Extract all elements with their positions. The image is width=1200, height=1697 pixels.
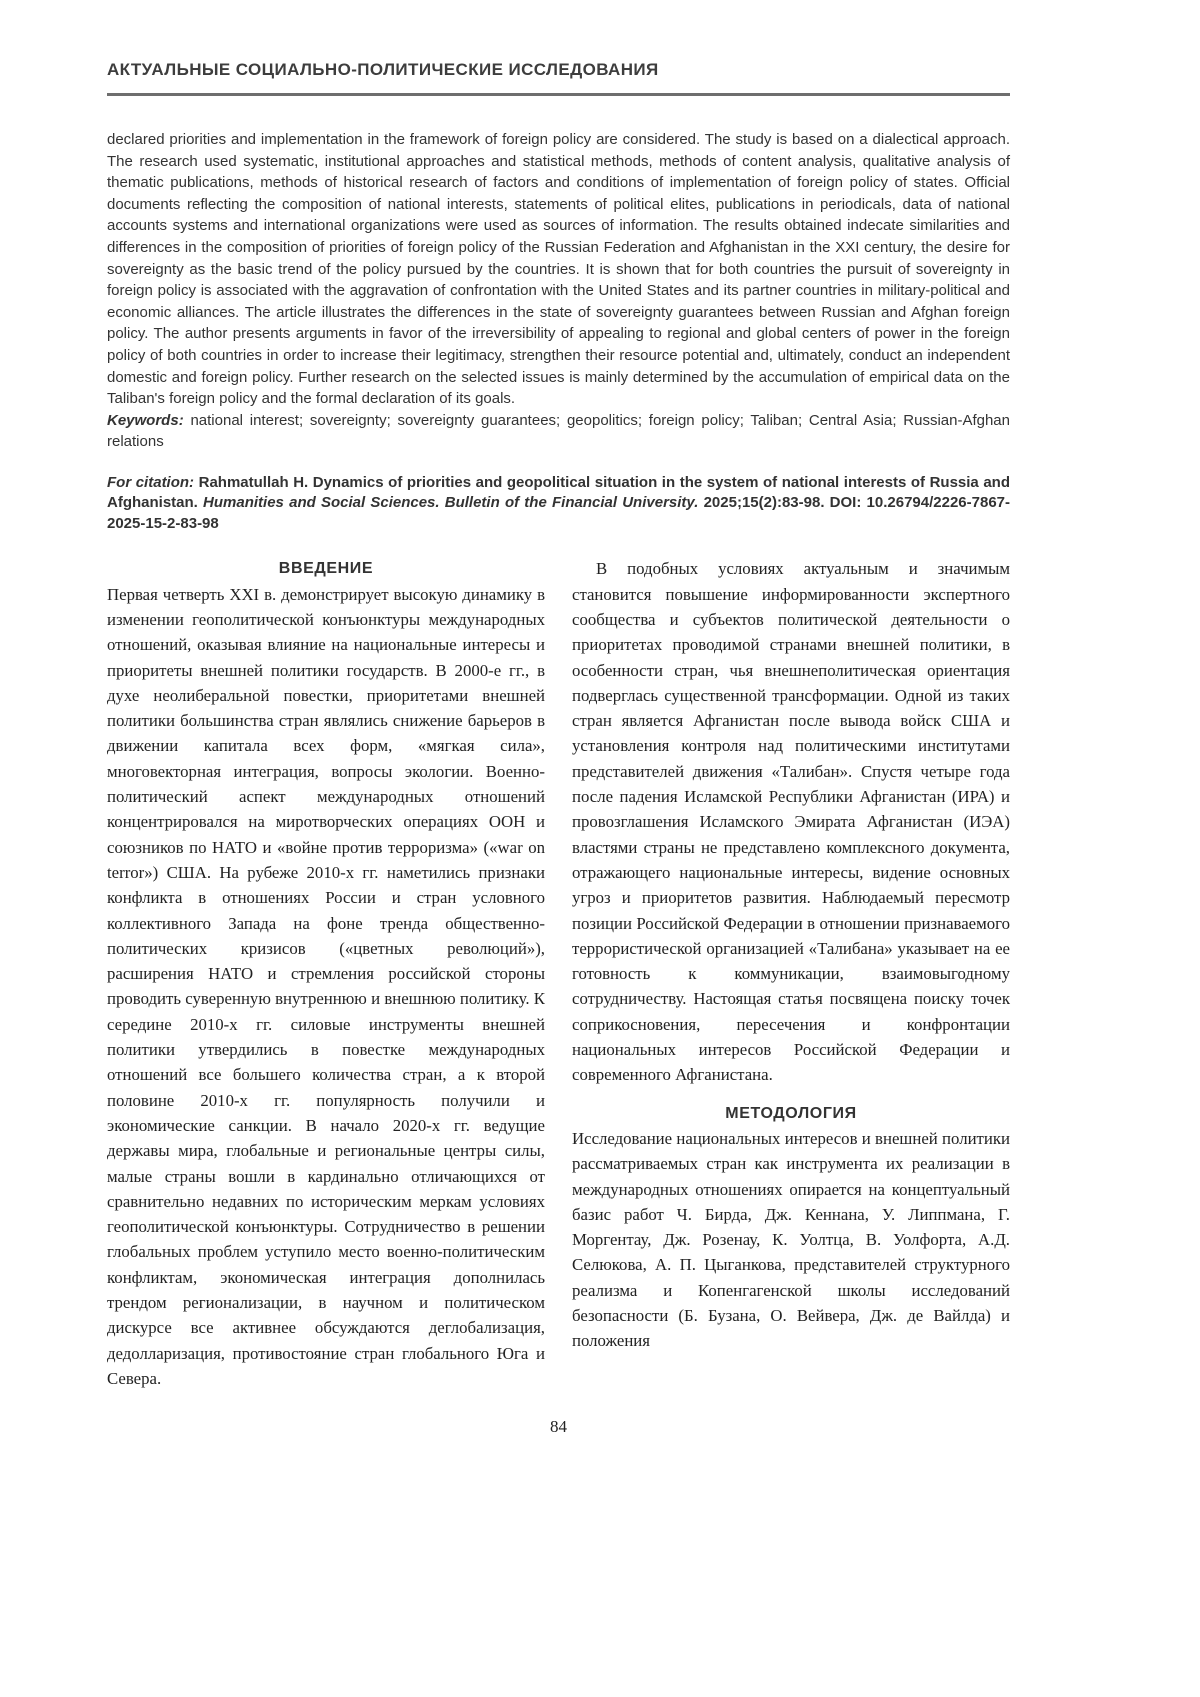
citation-line: [107, 473, 1010, 535]
right-column: [572, 556, 1010, 1391]
keywords-label: Keywords:: [107, 411, 184, 429]
running-head: АКТУАЛЬНЫЕ СОЦИАЛЬНО-ПОЛИТИЧЕСКИЕ ИССЛЕДОВАНИЯ: [107, 60, 659, 79]
left-column: [107, 556, 545, 1391]
page-number: 84: [550, 1417, 567, 1437]
introduction-heading: ВВЕДЕНИЕ: [278, 560, 374, 578]
page-content: [107, 0, 1010, 1437]
citation-journal: Humanities and Social Sciences. Bulletin of the Financial University.: [203, 494, 699, 512]
keywords-text: national interest; sovereignty; sovereignty guarantees; geopolitics; foreign policy; Taliban; Central Asia; Russian-Afghan relations: [107, 411, 1010, 451]
abstract-section: [107, 129, 1010, 453]
citation-section: [107, 473, 1010, 535]
introduction-paragraph-1: Первая четверть XXI в. демонстрирует высокую динамику в изменении геополитической конъюнктуры международных отношений, оказывая влияние на национальные интересы и приоритеты внешней политики государств. В 2000-е гг., в духе неолиберальной повестки, приоритетами внешней политики большинства стран являлись снижение барьеров в движении капитала всех форм, «мягкая сила», многовекторная интеграция, вопросы экологии. Военно-политический аспект международных отношений концентрировался на миротворческих операциях ООН и союзников по НАТО и «войне против терроризма» («war on terror») США. На рубеже 2010-х гг. наметились признаки конфликта в отношениях России и стран условного коллективного Запада на фоне тренда общественно-политических кризисов («цветных революций»), расширения НАТО и стремления российской стороны проводить суверенную внутреннюю и внешнюю политику. К середине 2010-х гг. силовые инструменты внешней политики утвердились в повестке международных отношений все большего количества стран, а к второй половине 2010-х гг. популярность получили и экономические санкции. В начало 2020-х гг. ведущие державы мира, глобальные и региональные центры силы, малые страны вошли в кардинально отличающихся от сравнительно недавних по историческим меркам условиях геополитической конъюнктуры. Сотрудничество в решении глобальных проблем уступило место военно-политическим конфликтам, экономическая интеграция дополнилась трендом регионализации, в научном и политическом дискурсе все активнее обсуждаются деглобализация, дедолларизация, противостояние стран глобального Юга и Севера.: [107, 584, 545, 1388]
header-rule: [107, 93, 1010, 96]
keywords-line: [107, 410, 1010, 453]
citation-issue-doi: 2025;15(2):83-98. DOI: 10.26794/2226-7867-2025-15-2-83-98: [107, 494, 1011, 532]
abstract-text: declared priorities and implementation in the framework of foreign policy are considered. The study is based on a dialectical approach. The research used systematic, institutional approaches and statistical methods, methods of content analysis, qualitative analysis of thematic publications, methods of historical research of factors and conditions of implementation of foreign policy of states. Official documents reflecting the composition of national interests, statements of political elites, publications in periodicals, data of national accounts systems and international organizations were used as sources of information. The results obtained indecate similarities and differences in the composition of priorities of foreign policy of the Russian Federation and Afghanistan in the XXI century, the desire for sovereignty as the basic trend of the policy pursued by the countries. It is shown that for both countries the pursuit of sovereignty in foreign policy is associated with the aggravation of confrontation with the United States and its partner countries in military-political and economic alliances. The article illustrates the differences in the state of sovereignty guarantees between Russian and Afghan foreign policy. The author presents arguments in favor of the irreversibility of appealing to regional and global centers of power in the foreign policy of both countries in order to increase their legitimacy, strengthen their resource potential and, ultimately, conduct an independent domestic and foreign policy. Further research on the selected issues is mainly determined by the accumulation of empirical data on the Taliban's foreign policy and the formal declaration of its goals.: [107, 131, 1010, 408]
introduction-paragraph-2: В подобных условиях актуальным и значимым становится повышение информированности экспертного сообщества и субъектов политической деятельности о приоритетах проводимой странами внешней политики, в особенности стран, чья внешнеполитическая ориентация подверглась существенной трансформации. Одной из таких стран является Афганистан после вывода войск США и установления контроля над политическими институтами представителей движения «Талибан». Спустя четыре года после падения Исламской Республики Афганистан (ИРА) и провозглашения Исламского Эмирата Афганистан (ИЭА) властями страны не представлено комплексного документа, отражающего национальные интересы, видение основных угроз и приоритетов развития. Наблюдаемый пересмотр позиции Российской Федерации в отношении признаваемого террористической организацией «Талибана» указывает на ее готовность к коммуникации, взаимовыгодному сотрудничеству. Настоящая статья посвящена поиску точек соприкосновения, пересечения и конфронтации национальных интересов Российской Федерации и современного Афганистана.: [572, 559, 1010, 1085]
citation-authors-title: Rahmatullah H. Dynamics of priorities and geopolitical situation in the system of national interests of Russia and Afghanistan.: [107, 473, 1010, 512]
methodology-paragraph-1: Исследование национальных интересов и внешней политики рассматриваемых стран как инструмента их реализации в международных отношениях опирается на концептуальный базис работ Ч. Бирда, Дж. Кеннана, У. Липпмана, Г. Моргентау, Дж. Розенау, К. Уолтца, В. Уолфорта, А.Д. Селюкова, А. П. Цыганкова, представителей структурного реализма и Копенгагенской школы исследований безопасности (Б. Бузана, О. Вейвера, Дж. де Вайлда) и положения: [572, 1128, 1010, 1351]
two-column-body: [107, 556, 1010, 1391]
methodology-heading: МЕТОДОЛОГИЯ: [725, 1104, 857, 1122]
citation-label: For citation:: [107, 473, 195, 491]
